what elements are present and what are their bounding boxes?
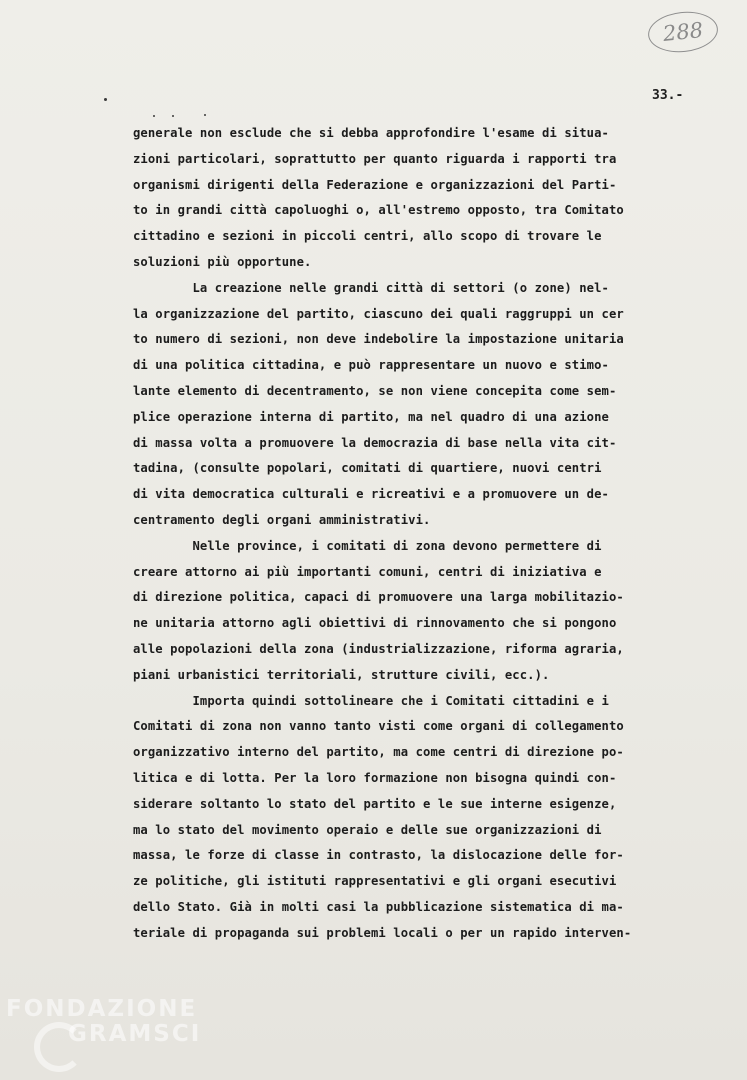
stray-mark <box>172 115 174 117</box>
text-line: tadina, (consulte popolari, comitati di quartiere, nuovi centri <box>133 461 602 476</box>
text-line: alle popolazioni della zona (industrializzazione, riforma agraria, <box>133 641 624 656</box>
text-line: Comitati di zona non vanno tanto visti come organi di collegamento <box>133 719 624 734</box>
text-line: plice operazione interna di partito, ma nel quadro di una azione <box>133 409 609 424</box>
text-line: di vita democratica culturali e ricreativi e a promuovere un de- <box>133 487 609 502</box>
text-line: ze politiche, gli istituti rappresentativi e gli organi esecutivi <box>133 874 617 889</box>
watermark <box>6 998 201 1046</box>
text-line: ne unitaria attorno agli obiettivi di rinnovamento che si pongono <box>133 616 617 631</box>
text-line: piani urbanistici territoriali, strutture civili, ecc.). <box>133 667 550 682</box>
text-line: cittadino e sezioni in piccoli centri, allo scopo di trovare le <box>133 229 602 244</box>
text-line: zioni particolari, soprattutto per quanto riguarda i rapporti tra <box>133 151 617 166</box>
watermark-line1: FONDAZIONE <box>6 996 198 1022</box>
text-line: organizzativo interno del partito, ma come centri di direzione po- <box>133 745 624 760</box>
text-line: La creazione nelle grandi città di settori (o zone) nel- <box>133 280 609 295</box>
text-line: ma lo stato del movimento operaio e delle sue organizzazioni di <box>133 822 602 837</box>
text-line: teriale di propaganda sui problemi locali o per un rapido interven- <box>133 925 632 940</box>
archive-number-stamp: 288 <box>646 8 720 55</box>
text-line: massa, le forze di classe in contrasto, la dislocazione delle for- <box>133 848 624 863</box>
watermark-line2: GRAMSCI <box>68 1021 202 1047</box>
text-line: to in grandi città capoluoghi o, all'estremo opposto, tra Comitato <box>133 203 624 218</box>
text-line: to numero di sezioni, non deve indebolire la impostazione unitaria <box>133 332 624 347</box>
text-line: generale non esclude che si debba approfondire l'esame di situa- <box>133 126 609 140</box>
text-line: lante elemento di decentramento, se non viene concepita come sem- <box>133 383 617 398</box>
text-line: litica e di lotta. Per la loro formazione non bisogna quindi con- <box>133 770 617 785</box>
text-line: di una politica cittadina, e può rappresentare un nuovo e stimo- <box>133 358 609 373</box>
text-line: Nelle province, i comitati di zona devono permettere di <box>133 538 602 553</box>
typewritten-body <box>133 121 733 947</box>
text-line: siderare soltanto lo stato del partito e le sue interne esigenze, <box>133 796 617 811</box>
text-line: di massa volta a promuovere la democrazia di base nella vita cit- <box>133 435 617 450</box>
stray-mark <box>153 115 155 117</box>
stray-mark <box>204 114 206 116</box>
text-line: la organizzazione del partito, ciascuno dei quali raggruppi un cer <box>133 306 624 321</box>
page-number: 33.- <box>652 88 684 103</box>
text-line: soluzioni più opportune. <box>133 254 312 269</box>
stray-mark <box>104 98 107 101</box>
text-line: dello Stato. Già in molti casi la pubblicazione sistematica di ma- <box>133 899 624 914</box>
text-line: Importa quindi sottolineare che i Comitati cittadini e i <box>133 693 609 708</box>
text-line: organismi dirigenti della Federazione e organizzazioni del Parti- <box>133 177 617 192</box>
text-line: di direzione politica, capaci di promuovere una larga mobilitazio- <box>133 590 624 605</box>
text-line: centramento degli organi amministrativi. <box>133 512 431 527</box>
text-line: creare attorno ai più importanti comuni, centri di iniziativa e <box>133 564 602 579</box>
